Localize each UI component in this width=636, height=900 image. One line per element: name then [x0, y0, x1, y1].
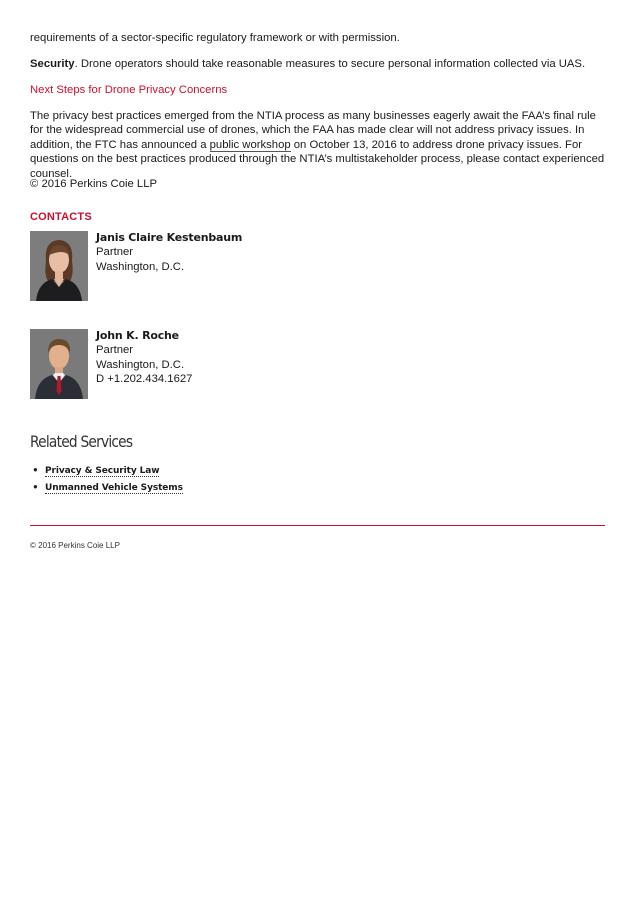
portrait-man-icon: [30, 329, 88, 399]
contact-phone[interactable]: D +1.202.434.1627: [96, 372, 193, 385]
service-link-privacy-security[interactable]: Privacy & Security Law: [45, 466, 160, 476]
footer-copyright: © 2016 Perkins Coie LLP: [30, 541, 120, 550]
contact-photo-kestenbaum[interactable]: [30, 231, 88, 301]
next-steps-paragraph: [30, 109, 605, 181]
contact-card: [30, 329, 605, 399]
contact-info: [96, 329, 496, 386]
security-text: . Drone operators should take reasonable measures to secure personal information collected via UAS.: [74, 58, 586, 70]
next-steps-text-1: The privacy best practices emerged from the NTIA process as many businesses eagerly await the FAA’s final rule for the widespread commercial use of drones, which the FAA has made clear will not address privacy issues. In addition, the FTC has announced a: [30, 110, 596, 151]
contact-card: [30, 231, 605, 301]
contact-photo-roche[interactable]: [30, 329, 88, 399]
article-copyright: © 2016 Perkins Coie LLP: [30, 178, 158, 190]
contact-title: Partner: [96, 246, 134, 259]
service-link-unmanned-vehicle[interactable]: Unmanned Vehicle Systems: [45, 482, 183, 493]
public-workshop-link[interactable]: public workshop: [209, 138, 291, 151]
footer-divider: [30, 525, 605, 526]
next-steps-text-2: on October 13, 2016 to address drone privacy issues. For questions on the best practices produced through the NTIA’s multistakeholder process, please contact experienced counsel.: [30, 138, 605, 180]
contact-location: Washington, D.C.: [96, 358, 185, 371]
intro-paragraph-tail: requirements of a sector-specific regulatory framework or with permission.: [30, 32, 400, 44]
list-item: [30, 480, 183, 497]
portrait-woman-icon: [30, 231, 88, 301]
contact-title: Partner: [96, 344, 134, 357]
contacts-heading: CONTACTS: [30, 211, 92, 223]
contact-location: Washington, D.C.: [96, 260, 185, 273]
security-paragraph: [30, 57, 605, 71]
related-services-list: [30, 463, 183, 496]
security-label: Security: [30, 58, 75, 70]
list-item: [30, 463, 183, 480]
related-services-heading: Related Services: [30, 432, 133, 451]
bullet-icon: ●: [33, 481, 38, 491]
contact-name[interactable]: John K. Roche: [96, 329, 179, 342]
contact-name[interactable]: Janis Claire Kestenbaum: [96, 231, 243, 244]
next-steps-heading: Next Steps for Drone Privacy Concerns: [30, 84, 228, 96]
contact-info: [96, 231, 496, 274]
bullet-icon: ●: [33, 465, 38, 474]
